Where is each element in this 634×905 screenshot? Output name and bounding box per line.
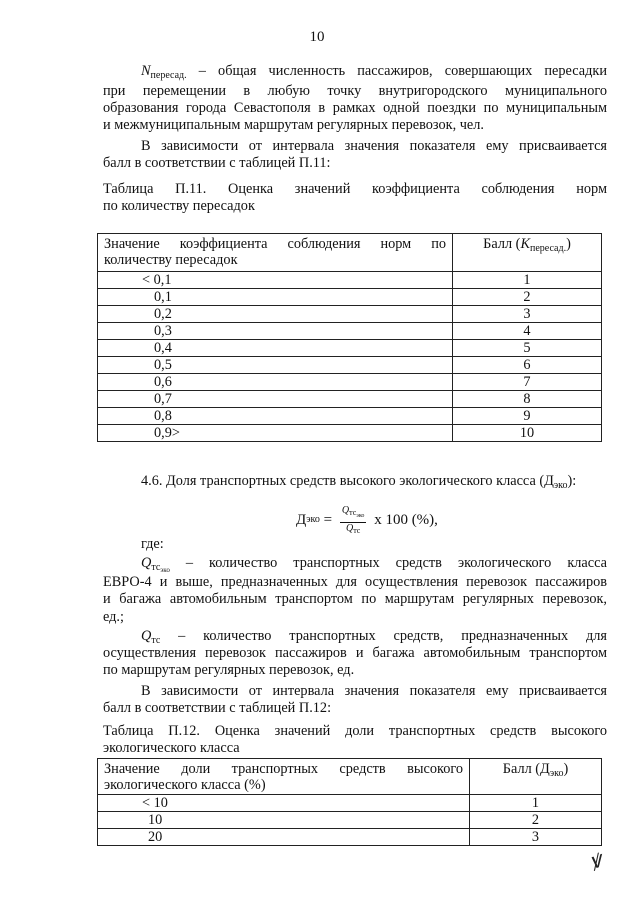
- table-row: 0,5 6: [98, 357, 602, 374]
- para3-line1: В зависимости от интервала значения показателя ему присваивается: [141, 683, 607, 699]
- table11-caption-line1: Таблица П.11. Оценка значений коэффициента соблюдения норм: [103, 181, 607, 197]
- def1-line2: ЕВРО-4 и выше, предназначенных для осуществления перевозок пассажиров: [103, 574, 607, 590]
- table-row: 0,3 4: [98, 323, 602, 340]
- table-row: 0,9> 10: [98, 425, 602, 442]
- table12-header: [98, 759, 602, 795]
- table-row: 10 2: [98, 812, 602, 829]
- para3-line2: балл в соответствии с таблицей П.12:: [103, 700, 332, 716]
- def1-line4: ед.;: [103, 609, 124, 625]
- table11-header: [98, 234, 602, 272]
- table11-caption-line2: по количеству пересадок: [103, 198, 255, 214]
- table12-header-score: Балл $(Д_{эко})$: [470, 759, 602, 795]
- table-row: 0,2 3: [98, 306, 602, 323]
- def2-line1: $Q_{тс}$ – количество транспортных средств, предназначенных для: [141, 628, 607, 646]
- para2-line2: балл в соответствии с таблицей П.11:: [103, 155, 331, 171]
- where-label: где:: [141, 536, 164, 552]
- table11-header-score: Балл $(K_{пересад.})$: [453, 234, 602, 272]
- table-row: < 10 1: [98, 795, 602, 812]
- table-row: 0,6 7: [98, 374, 602, 391]
- table-row: 0,8 9: [98, 408, 602, 425]
- table-row: 0,1 2: [98, 289, 602, 306]
- def1-line3: и багажа автомобильным транспортом по маршрутам регулярных перевозок,: [103, 591, 607, 607]
- para1-line2: при перемещении в любую точку внутригородского муниципального: [103, 83, 607, 99]
- formula-d-eko: Д эко = $\frac{Q_{тсэко}}{Q_{тс}}$ х 100 (%),: [296, 504, 438, 535]
- def2-line2: осуществления перевозок пассажиров и багажа автомобильным транспортом: [103, 645, 607, 661]
- section-4-6-heading: 4.6. Доля транспортных средств высокого экологического класса $(Д_{эко})$:: [141, 473, 577, 491]
- table-11: [97, 233, 602, 442]
- table-row: < 0,1 1: [98, 272, 602, 289]
- para1-line4: и межмуниципальным маршрутам регулярных перевозок, чел.: [103, 117, 484, 133]
- formula-fraction: $\frac{Q_{тсэко}}{Q_{тс}}$: [341, 504, 365, 535]
- table-row: 0,4 5: [98, 340, 602, 357]
- def2-line3: по маршрутам регулярных перевозок, ед.: [103, 662, 355, 678]
- table12-header-value: Значение доли транспортных средств высокого экологического класса (%): [98, 759, 470, 795]
- table-row: 20 3: [98, 829, 602, 846]
- table12-caption-line1: Таблица П.12. Оценка значений доли транспортных средств высокого: [103, 723, 607, 739]
- para1-line3: образования города Севастополя в рамках одной поездки по муниципальным: [103, 100, 607, 116]
- handwritten-mark-icon: ꝟ: [586, 846, 605, 875]
- definition-n-transfer: $N_{пересад.}$ – общая численность пассажиров, совершающих пересадки: [141, 63, 607, 81]
- table12-caption-line2: экологического класса: [103, 740, 240, 756]
- table11-header-value: Значение коэффициента соблюдения норм по количеству пересадок: [98, 234, 453, 272]
- def1-line1: $Q_{тс_{эко}}$ – количество транспортных средств экологического класса: [141, 555, 607, 574]
- page-number: 10: [309, 29, 325, 45]
- table-12: [97, 758, 602, 846]
- para2-line1: В зависимости от интервала значения показателя ему присваивается: [141, 138, 607, 154]
- table-row: 0,7 8: [98, 391, 602, 408]
